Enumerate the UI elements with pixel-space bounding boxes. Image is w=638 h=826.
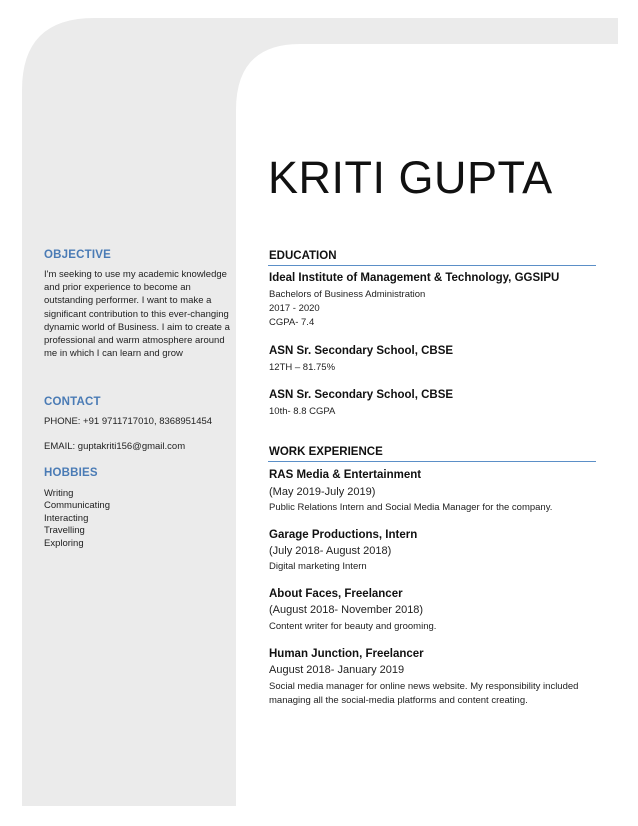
job-description: Digital marketing Intern bbox=[269, 561, 367, 572]
education-divider bbox=[268, 265, 596, 266]
job-title: About Faces, Freelancer bbox=[269, 588, 403, 600]
objective-heading: OBJECTIVE bbox=[44, 249, 111, 261]
job-description: Social media manager for online news website. My responsibility included managing all the social-media platforms and content creating. bbox=[269, 681, 579, 706]
education-heading: EDUCATION bbox=[269, 250, 337, 262]
hobby-list bbox=[44, 488, 110, 550]
education-title: ASN Sr. Secondary School, CBSE bbox=[269, 389, 454, 401]
job-date: (August 2018- November 2018) bbox=[269, 604, 424, 616]
job-description: Public Relations Intern and Social Media Manager for the company. bbox=[269, 502, 553, 513]
candidate-name: KRITI GUPTA bbox=[268, 152, 553, 203]
hobby-item: Travelling bbox=[44, 525, 85, 537]
hobby-item: Exploring bbox=[44, 537, 84, 549]
education-detail: Bachelors of Business Administration bbox=[269, 289, 426, 300]
phone-text: PHONE: +91 9711717010, 8368951454 bbox=[44, 416, 213, 427]
job-title: RAS Media & Entertainment bbox=[269, 469, 422, 481]
education-detail: 2017 - 2020 bbox=[269, 303, 320, 314]
job-date: (July 2018- August 2018) bbox=[269, 545, 392, 557]
hobby-item: Interacting bbox=[44, 512, 89, 524]
contact-heading: CONTACT bbox=[44, 396, 101, 408]
experience-divider bbox=[268, 461, 596, 462]
objective-text: I'm seeking to use my academic knowledge and prior experience to become an outstanding performer. I want to make a significant contribution to this ever-changing dynamic world of Business. I aim to create a professional and warm atmosphere around me in which I can learn and grow bbox=[44, 269, 230, 360]
experience-heading: WORK EXPERIENCE bbox=[269, 446, 383, 458]
job-description: Content writer for beauty and grooming. bbox=[269, 621, 437, 632]
education-title: Ideal Institute of Management & Technology, GGSIPU bbox=[269, 272, 560, 284]
education-detail: 12TH – 81.75% bbox=[269, 362, 336, 373]
hobby-item: Writing bbox=[44, 488, 74, 499]
job-date: (May 2019-July 2019) bbox=[269, 486, 376, 498]
job-title: Human Junction, Freelancer bbox=[269, 648, 424, 660]
education-title: ASN Sr. Secondary School, CBSE bbox=[269, 345, 454, 357]
job-title: Garage Productions, Intern bbox=[269, 529, 418, 541]
email-text: EMAIL: guptakriti156@gmail.com bbox=[44, 441, 186, 452]
job-date: August 2018- January 2019 bbox=[269, 664, 405, 676]
hobby-item: Communicating bbox=[44, 500, 110, 512]
education-detail: CGPA- 7.4 bbox=[269, 317, 315, 328]
education-detail: 10th- 8.8 CGPA bbox=[269, 406, 336, 417]
hobbies-heading: HOBBIES bbox=[44, 467, 98, 479]
